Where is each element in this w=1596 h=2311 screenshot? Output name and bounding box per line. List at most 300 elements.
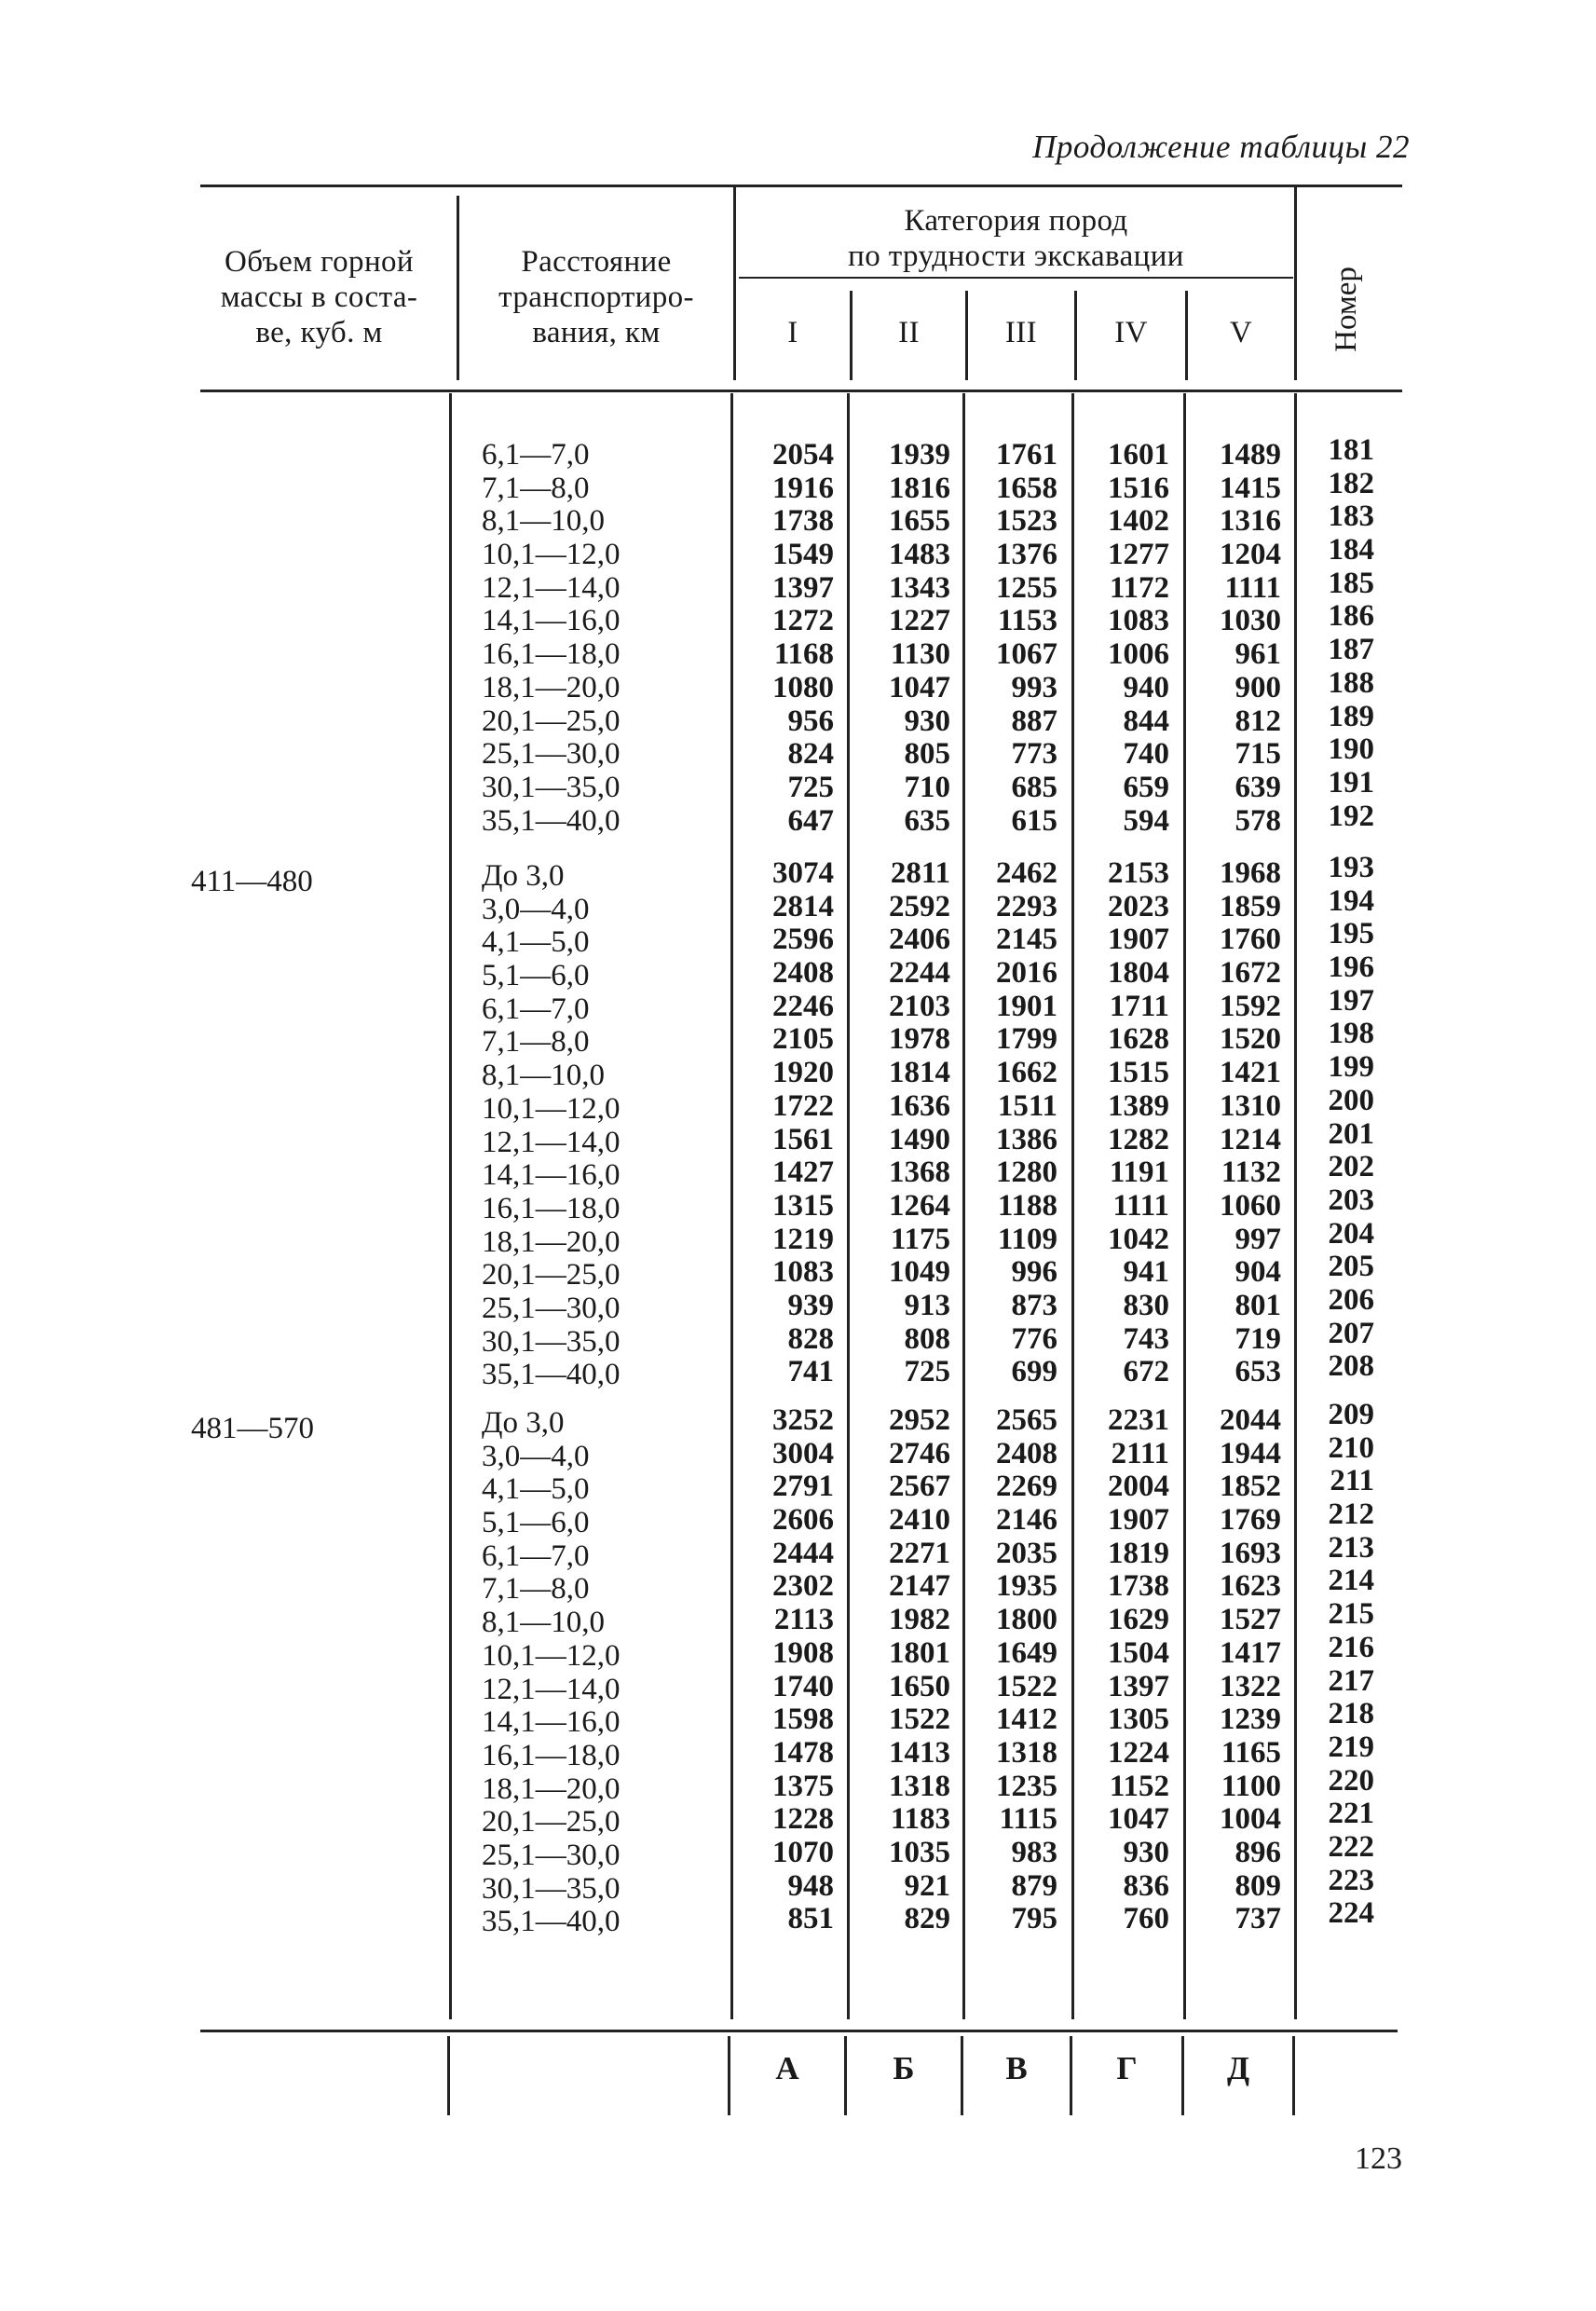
value-cell: 1740 xyxy=(772,1669,834,1703)
value-cell: 1006 xyxy=(1108,637,1169,672)
row-number: 185 xyxy=(1328,566,1374,600)
distance-cell: 14,1—16,0 xyxy=(482,1705,621,1740)
value-cell: 2145 xyxy=(996,923,1057,957)
value-cell: 1343 xyxy=(889,570,950,605)
distance-cell: 30,1—35,0 xyxy=(482,1871,621,1906)
group-2-col-I xyxy=(745,857,834,1389)
value-cell: 1280 xyxy=(996,1156,1057,1190)
value-cell: 1908 xyxy=(772,1635,834,1670)
value-cell: 737 xyxy=(1235,1902,1281,1936)
value-cell: 1478 xyxy=(772,1735,834,1770)
row-number: 187 xyxy=(1328,633,1374,667)
value-cell: 594 xyxy=(1123,803,1169,838)
value-cell: 1322 xyxy=(1220,1669,1281,1703)
value-cell: 1080 xyxy=(772,670,834,704)
value-cell: 1655 xyxy=(889,504,950,539)
row-number: 191 xyxy=(1328,765,1374,800)
value-cell: 2035 xyxy=(996,1536,1057,1570)
value-cell: 1224 xyxy=(1108,1735,1169,1770)
value-cell: 1100 xyxy=(1221,1769,1281,1803)
row-number: 198 xyxy=(1328,1017,1374,1051)
value-cell: 1711 xyxy=(1109,989,1169,1023)
distance-cell: 25,1—30,0 xyxy=(482,737,621,772)
footer-letter-B: Б xyxy=(893,2050,915,2086)
value-cell: 844 xyxy=(1123,704,1169,738)
value-cell: 1483 xyxy=(889,538,950,572)
value-cell: 1907 xyxy=(1108,923,1169,957)
value-cell: 1761 xyxy=(996,438,1057,472)
value-cell: 2592 xyxy=(889,889,950,923)
value-cell: 1916 xyxy=(772,471,834,505)
value-cell: 851 xyxy=(787,1902,834,1936)
value-cell: 830 xyxy=(1123,1288,1169,1322)
value-cell: 1982 xyxy=(889,1603,950,1637)
value-cell: 2044 xyxy=(1220,1403,1281,1437)
distance-cell: До 3,0 xyxy=(482,859,565,893)
value-cell: 1305 xyxy=(1108,1702,1169,1737)
value-cell: 1030 xyxy=(1220,604,1281,638)
value-cell: 1549 xyxy=(772,538,834,572)
value-cell: 1047 xyxy=(1108,1802,1169,1837)
distance-cell: 6,1—7,0 xyxy=(482,438,590,472)
value-cell: 1814 xyxy=(889,1056,950,1090)
value-cell: 1801 xyxy=(889,1635,950,1670)
value-cell: 1628 xyxy=(1108,1022,1169,1057)
group-1-distances xyxy=(482,439,715,838)
value-cell: 3004 xyxy=(772,1436,834,1470)
group-3-col-I xyxy=(745,1404,834,1936)
body-vline-7 xyxy=(1294,393,1297,2019)
value-cell: 2147 xyxy=(889,1569,950,1604)
value-cell: 725 xyxy=(787,770,834,804)
value-cell: 2408 xyxy=(772,956,834,991)
category-II-header: II xyxy=(898,316,920,349)
distance-cell: 12,1—14,0 xyxy=(482,1672,621,1706)
distance-cell: 10,1—12,0 xyxy=(482,1091,621,1126)
category-header xyxy=(739,203,1293,274)
distance-cell: 14,1—16,0 xyxy=(482,1158,621,1193)
value-cell: 1978 xyxy=(889,1022,950,1057)
value-cell: 653 xyxy=(1235,1355,1281,1389)
distance-header xyxy=(461,244,731,350)
value-cell: 896 xyxy=(1235,1835,1281,1869)
row-number: 222 xyxy=(1328,1829,1374,1864)
value-cell: 1067 xyxy=(996,637,1057,672)
row-number: 201 xyxy=(1328,1116,1374,1151)
distance-cell: 35,1—40,0 xyxy=(482,803,621,838)
value-cell: 1693 xyxy=(1220,1536,1281,1570)
value-cell: 1672 xyxy=(1220,956,1281,991)
row-number: 188 xyxy=(1328,665,1374,700)
row-number: 216 xyxy=(1328,1630,1374,1664)
row-number: 209 xyxy=(1328,1398,1374,1431)
header-vline-1 xyxy=(457,196,459,380)
value-cell: 2462 xyxy=(996,856,1057,890)
value-cell: 1376 xyxy=(996,538,1057,572)
value-cell: 2596 xyxy=(772,923,834,957)
row-number: 202 xyxy=(1328,1150,1374,1184)
group-2-volume: 411—480 xyxy=(191,865,313,898)
distance-cell: 8,1—10,0 xyxy=(482,504,605,539)
row-number: 224 xyxy=(1328,1896,1374,1931)
value-cell: 795 xyxy=(1011,1902,1057,1936)
value-cell: 2444 xyxy=(772,1536,834,1570)
value-cell: 659 xyxy=(1123,770,1169,804)
header-vline-2 xyxy=(733,186,736,380)
value-cell: 1239 xyxy=(1220,1702,1281,1737)
row-number: 197 xyxy=(1328,983,1374,1018)
category-header-line-2: по трудности экскавации xyxy=(848,239,1184,273)
value-cell: 715 xyxy=(1235,737,1281,772)
value-cell: 983 xyxy=(1011,1835,1057,1869)
value-cell: 887 xyxy=(1011,704,1057,738)
value-cell: 1489 xyxy=(1220,438,1281,472)
distance-cell: 8,1—10,0 xyxy=(482,1606,605,1640)
value-cell: 809 xyxy=(1235,1868,1281,1903)
value-cell: 961 xyxy=(1235,637,1281,672)
row-number: 218 xyxy=(1328,1697,1374,1731)
value-cell: 2004 xyxy=(1108,1470,1169,1504)
value-cell: 1004 xyxy=(1220,1802,1281,1837)
row-number: 223 xyxy=(1328,1863,1374,1897)
distance-cell: 6,1—7,0 xyxy=(482,1538,590,1573)
row-number: 208 xyxy=(1328,1349,1374,1384)
value-cell: 1944 xyxy=(1220,1436,1281,1470)
row-number: 214 xyxy=(1328,1564,1374,1598)
volume-header-line-2: массы в соста- xyxy=(220,280,418,314)
group-2-col-V xyxy=(1193,857,1281,1389)
distance-cell: До 3,0 xyxy=(482,1406,565,1440)
value-cell: 2302 xyxy=(772,1569,834,1604)
value-cell: 615 xyxy=(1011,803,1057,838)
distance-cell: 10,1—12,0 xyxy=(482,538,621,572)
value-cell: 921 xyxy=(904,1868,950,1903)
value-cell: 2410 xyxy=(889,1503,950,1538)
row-number: 213 xyxy=(1328,1530,1374,1565)
row-number: 221 xyxy=(1328,1797,1374,1831)
distance-cell: 12,1—14,0 xyxy=(482,1125,621,1159)
value-cell: 829 xyxy=(904,1902,950,1936)
row-number: 195 xyxy=(1328,917,1374,951)
value-cell: 1272 xyxy=(772,604,834,638)
value-cell: 2952 xyxy=(889,1403,950,1437)
volume-header-line-1: Объем горной xyxy=(225,245,414,279)
value-cell: 2791 xyxy=(772,1470,834,1504)
value-cell: 1115 xyxy=(999,1802,1057,1837)
body-vline-6 xyxy=(1183,393,1186,2019)
group-2-col-II xyxy=(862,857,950,1389)
distance-cell: 25,1—30,0 xyxy=(482,1291,621,1325)
value-cell: 1386 xyxy=(996,1122,1057,1156)
row-number: 199 xyxy=(1328,1050,1374,1085)
value-cell: 1191 xyxy=(1109,1156,1169,1190)
value-cell: 1516 xyxy=(1108,471,1169,505)
value-cell: 1819 xyxy=(1108,1536,1169,1570)
value-cell: 1413 xyxy=(889,1735,950,1770)
value-cell: 1804 xyxy=(1108,956,1169,991)
value-cell: 1318 xyxy=(996,1735,1057,1770)
value-cell: 904 xyxy=(1235,1255,1281,1290)
group-3-distances xyxy=(482,1407,715,1939)
value-cell: 1152 xyxy=(1109,1769,1169,1803)
category-underline xyxy=(739,277,1293,279)
value-cell: 578 xyxy=(1235,803,1281,838)
value-cell: 1738 xyxy=(1108,1569,1169,1604)
value-cell: 1421 xyxy=(1220,1056,1281,1090)
value-cell: 1522 xyxy=(996,1669,1057,1703)
value-cell: 2153 xyxy=(1108,856,1169,890)
row-number: 181 xyxy=(1328,433,1374,467)
value-cell: 1318 xyxy=(889,1769,950,1803)
value-cell: 2105 xyxy=(772,1022,834,1057)
value-cell: 2103 xyxy=(889,989,950,1023)
value-cell: 1601 xyxy=(1108,438,1169,472)
distance-cell: 7,1—8,0 xyxy=(482,1572,590,1607)
row-number: 189 xyxy=(1328,699,1374,733)
group-3-col-IV xyxy=(1081,1404,1169,1936)
value-cell: 725 xyxy=(904,1355,950,1389)
value-cell: 2746 xyxy=(889,1436,950,1470)
value-cell: 1083 xyxy=(772,1255,834,1290)
value-cell: 1760 xyxy=(1220,923,1281,957)
value-cell: 1282 xyxy=(1108,1122,1169,1156)
row-number: 190 xyxy=(1328,732,1374,767)
distance-cell: 30,1—35,0 xyxy=(482,1324,621,1359)
value-cell: 719 xyxy=(1235,1321,1281,1356)
value-cell: 1636 xyxy=(889,1088,950,1123)
distance-cell: 16,1—18,0 xyxy=(482,1191,621,1225)
distance-cell: 18,1—20,0 xyxy=(482,670,621,704)
value-cell: 1132 xyxy=(1221,1156,1281,1190)
value-cell: 2406 xyxy=(889,923,950,957)
value-cell: 635 xyxy=(904,803,950,838)
value-cell: 1168 xyxy=(773,637,834,672)
category-V-header: V xyxy=(1229,316,1253,349)
value-cell: 1722 xyxy=(772,1088,834,1123)
value-cell: 1172 xyxy=(1109,570,1169,605)
volume-header-line-3: ве, куб. м xyxy=(255,316,383,349)
value-cell: 1799 xyxy=(996,1022,1057,1057)
value-cell: 1629 xyxy=(1108,1603,1169,1637)
value-cell: 1111 xyxy=(1224,570,1281,605)
row-number: 183 xyxy=(1328,499,1374,534)
row-number: 192 xyxy=(1328,799,1374,833)
value-cell: 948 xyxy=(787,1868,834,1903)
value-cell: 1527 xyxy=(1220,1603,1281,1637)
value-cell: 1183 xyxy=(890,1802,950,1837)
value-cell: 939 xyxy=(787,1288,834,1322)
value-cell: 1816 xyxy=(889,471,950,505)
row-number: 203 xyxy=(1328,1183,1374,1217)
value-cell: 1188 xyxy=(997,1188,1057,1223)
value-cell: 1047 xyxy=(889,670,950,704)
group-2-distances xyxy=(482,860,715,1392)
distance-cell: 35,1—40,0 xyxy=(482,1905,621,1939)
value-cell: 1901 xyxy=(996,989,1057,1023)
value-cell: 1397 xyxy=(1108,1669,1169,1703)
group-1-col-III xyxy=(972,439,1057,838)
category-header-line-1: Категория пород xyxy=(904,204,1128,238)
row-number: 211 xyxy=(1330,1464,1374,1498)
row-number: 194 xyxy=(1328,883,1374,918)
group-2-col-IV xyxy=(1081,857,1169,1389)
group-3-col-V xyxy=(1193,1404,1281,1936)
value-cell: 1228 xyxy=(772,1802,834,1837)
group-3-col-II xyxy=(862,1404,950,1936)
value-cell: 2111 xyxy=(1111,1436,1169,1470)
value-cell: 2814 xyxy=(772,889,834,923)
value-cell: 873 xyxy=(1011,1288,1057,1322)
distance-cell: 20,1—25,0 xyxy=(482,1258,621,1292)
value-cell: 1214 xyxy=(1220,1122,1281,1156)
row-number: 204 xyxy=(1328,1216,1374,1251)
table-bottom-rule xyxy=(200,2030,1398,2032)
value-cell: 1939 xyxy=(889,438,950,472)
value-cell: 1375 xyxy=(772,1769,834,1803)
group-3-col-III xyxy=(972,1404,1057,1936)
value-cell: 930 xyxy=(904,704,950,738)
value-cell: 2146 xyxy=(996,1503,1057,1538)
footer-vline-7 xyxy=(1292,2036,1295,2115)
value-cell: 647 xyxy=(787,803,834,838)
value-cell: 1935 xyxy=(996,1569,1057,1604)
value-cell: 1592 xyxy=(1220,989,1281,1023)
value-cell: 1769 xyxy=(1220,1503,1281,1538)
category-III-header: III xyxy=(1004,316,1038,349)
footer-letter-A: А xyxy=(775,2050,799,2086)
value-cell: 1417 xyxy=(1220,1635,1281,1670)
value-cell: 1598 xyxy=(772,1702,834,1737)
footer-vline-1 xyxy=(447,2036,450,2115)
distance-cell: 4,1—5,0 xyxy=(482,1472,590,1507)
group-2-col-III xyxy=(972,857,1057,1389)
value-cell: 1504 xyxy=(1108,1635,1169,1670)
value-cell: 1511 xyxy=(997,1088,1057,1123)
row-number: 184 xyxy=(1328,533,1374,567)
body-vline-2 xyxy=(730,393,733,2019)
value-cell: 1035 xyxy=(889,1835,950,1869)
value-cell: 1658 xyxy=(996,471,1057,505)
group-1-col-V xyxy=(1193,439,1281,838)
value-cell: 2408 xyxy=(996,1436,1057,1470)
value-cell: 1315 xyxy=(772,1188,834,1223)
value-cell: 1907 xyxy=(1108,1503,1169,1538)
group-1-col-II xyxy=(862,439,950,838)
value-cell: 1649 xyxy=(996,1635,1057,1670)
value-cell: 710 xyxy=(904,770,950,804)
value-cell: 1227 xyxy=(889,604,950,638)
distance-header-line-1: Расстояние xyxy=(521,245,672,279)
header-vline-7 xyxy=(1294,186,1297,380)
value-cell: 900 xyxy=(1235,670,1281,704)
page-caption: Продолжение таблицы 22 xyxy=(1032,129,1410,165)
value-cell: 997 xyxy=(1235,1222,1281,1256)
row-number: 193 xyxy=(1328,851,1374,884)
value-cell: 2269 xyxy=(996,1470,1057,1504)
group-2-numbers xyxy=(1300,852,1374,1384)
row-number: 196 xyxy=(1328,950,1374,985)
value-cell: 913 xyxy=(904,1288,950,1322)
value-cell: 1316 xyxy=(1220,504,1281,539)
distance-cell: 7,1—8,0 xyxy=(482,471,590,505)
value-cell: 1109 xyxy=(997,1222,1057,1256)
row-number: 182 xyxy=(1328,466,1374,500)
body-vline-4 xyxy=(962,393,965,2019)
value-cell: 1427 xyxy=(772,1156,834,1190)
value-cell: 1277 xyxy=(1108,538,1169,572)
value-cell: 776 xyxy=(1011,1321,1057,1356)
value-cell: 672 xyxy=(1123,1355,1169,1389)
row-number: 220 xyxy=(1328,1763,1374,1798)
value-cell: 1920 xyxy=(772,1056,834,1090)
body-vline-1 xyxy=(449,393,452,2019)
value-cell: 805 xyxy=(904,737,950,772)
distance-cell: 18,1—20,0 xyxy=(482,1771,621,1806)
group-3-volume: 481—570 xyxy=(191,1412,314,1445)
value-cell: 2811 xyxy=(890,856,950,890)
value-cell: 1235 xyxy=(996,1769,1057,1803)
value-cell: 1042 xyxy=(1108,1222,1169,1256)
group-1-col-I xyxy=(745,439,834,838)
distance-cell: 16,1—18,0 xyxy=(482,1738,621,1772)
footer-letter-V: В xyxy=(1005,2050,1028,2086)
value-cell: 2293 xyxy=(996,889,1057,923)
value-cell: 2565 xyxy=(996,1403,1057,1437)
value-cell: 1522 xyxy=(889,1702,950,1737)
value-cell: 1130 xyxy=(890,637,950,672)
category-I-header: I xyxy=(787,316,798,349)
value-cell: 1083 xyxy=(1108,604,1169,638)
distance-cell: 18,1—20,0 xyxy=(482,1224,621,1259)
value-cell: 1968 xyxy=(1220,856,1281,890)
value-cell: 2016 xyxy=(996,956,1057,991)
value-cell: 930 xyxy=(1123,1835,1169,1869)
value-cell: 1070 xyxy=(772,1835,834,1869)
value-cell: 1490 xyxy=(889,1122,950,1156)
value-cell: 1738 xyxy=(772,504,834,539)
row-number: 210 xyxy=(1328,1430,1374,1465)
footer-letter-D: Д xyxy=(1226,2050,1250,2086)
value-cell: 1368 xyxy=(889,1156,950,1190)
body-vline-5 xyxy=(1071,393,1074,2019)
value-cell: 1515 xyxy=(1108,1056,1169,1090)
value-cell: 879 xyxy=(1011,1868,1057,1903)
value-cell: 2606 xyxy=(772,1503,834,1538)
distance-header-line-3: вания, км xyxy=(532,316,661,349)
value-cell: 760 xyxy=(1123,1902,1169,1936)
value-cell: 808 xyxy=(904,1321,950,1356)
value-cell: 3252 xyxy=(772,1403,834,1437)
value-cell: 941 xyxy=(1123,1255,1169,1290)
value-cell: 940 xyxy=(1123,670,1169,704)
value-cell: 1415 xyxy=(1220,471,1281,505)
distance-cell: 7,1—8,0 xyxy=(482,1025,590,1060)
group-3-numbers xyxy=(1300,1399,1374,1931)
row-number: 212 xyxy=(1328,1497,1374,1532)
row-number: 186 xyxy=(1328,599,1374,634)
value-cell: 2023 xyxy=(1108,889,1169,923)
value-cell: 993 xyxy=(1011,670,1057,704)
table-top-rule xyxy=(200,185,1402,187)
distance-header-line-2: транспортиро- xyxy=(498,280,694,314)
page-number: 123 xyxy=(1355,2141,1402,2176)
distance-cell: 14,1—16,0 xyxy=(482,604,621,638)
value-cell: 2246 xyxy=(772,989,834,1023)
row-number: 207 xyxy=(1328,1316,1374,1350)
header-bottom-rule xyxy=(200,390,1402,392)
value-cell: 2567 xyxy=(889,1470,950,1504)
value-cell: 828 xyxy=(787,1321,834,1356)
